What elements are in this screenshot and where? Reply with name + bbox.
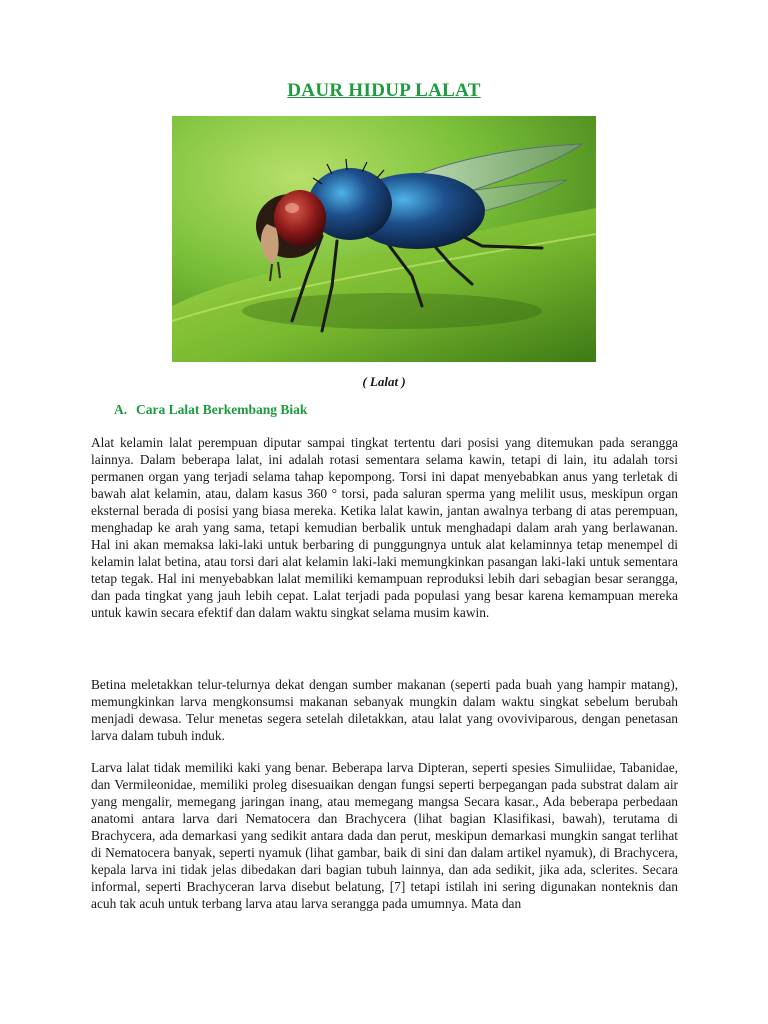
section-marker: A. [114, 402, 128, 417]
section-heading-a [114, 402, 307, 418]
figure-caption: ( Lalat ) [362, 374, 406, 389]
paragraph-2: Betina meletakkan telur-telurnya dekat dengan sumber makanan (seperti pada buah yang hampir matang), memungkinkan larva mengkonsumsi makanan sebanyak mungkin dalam waktu singkat sebelum berubah menjadi dewasa. Telur menetas segera setelah diletakkan, atau lalat yang ovoviviparous, dengan penetasan larva dalam tubuh induk. [91, 677, 678, 744]
paragraph-3: Larva lalat tidak memiliki kaki yang benar. Beberapa larva Dipteran, seperti spesies Simuliidae, Tabanidae, dan Vermileonidae, memiliki proleg disesuaikan dengan fungsi seperti berpegangan pada substrat dalam air yang mengalir, memegang jaringan inang, atau memegang mangsa Secara kasar., Ada beberapa perbedaan anatomi antara larva dari Nematocera dan Brachycera (lihat bagian Klasifikasi, bawah), terutama di Brachycera, ada demarkasi yang sedikit antara dada dan perut, meskipun demarkasi mungkin sangat terlihat di Nematocera banyak, seperti nyamuk (lihat gambar, baik di sini dan dalam artikel nyamuk), di Brachycera, kepala larva ini tidak jelas dibedakan dari bagian tubuh lainnya, dan ada sedikit, jika ada, sclerites. Secara informal, seperti Brachyceran larva disebut belatung, [7] tetapi istilah ini sering digunakan nonteknis dan acuh tak acuh untuk terbang larva atau larva serangga pada umumnya. Mata dan [91, 760, 678, 912]
fly-on-leaf-photo [172, 116, 596, 362]
fly-photo-illustration [172, 116, 596, 362]
paragraph-1: Alat kelamin lalat perempuan diputar sampai tingkat tertentu dari posisi yang ditemukan pada serangga lainnya. Dalam beberapa lalat, ini adalah rotasi sementara selama kawin, tetapi di lain, itu adalah torsi permanen organ yang terjadi selama tahap kepompong. Torsi ini dapat menyebabkan anus yang terletak di bawah alat kelamin, atau, dalam kasus 360 ° torsi, pada saluran sperma yang melilit usus, meskipun organ eksternal berada di posisi yang biasa mereka. Ketika lalat kawin, jantan awalnya terbang di atas perempuan, menghadap ke arah yang sama, tetapi kemudian berbalik untuk menghadapi dalam arah yang berlawanan. Hal ini akan memaksa laki-laki untuk berbaring di punggungnya untuk alat kelaminnya tetap menempel di kelamin lalat betina, atau torsi dari alat kelamin laki-laki memungkinkan pasangan laki-laki untuk sementara tetap tegak. Hal ini menyebabkan lalat memiliki kemampuan reproduksi lebih dari sebagian besar serangga, dan pada tingkat yang jauh lebih cepat. Lalat terjadi pada populasi yang besar karena kemampuan mereka untuk kawin secara efektif dan dalam waktu singkat selama musim kawin. [91, 435, 678, 621]
section-heading-text: Cara Lalat Berkembang Biak [136, 402, 308, 417]
document-title: DAUR HIDUP LALAT [287, 80, 481, 101]
